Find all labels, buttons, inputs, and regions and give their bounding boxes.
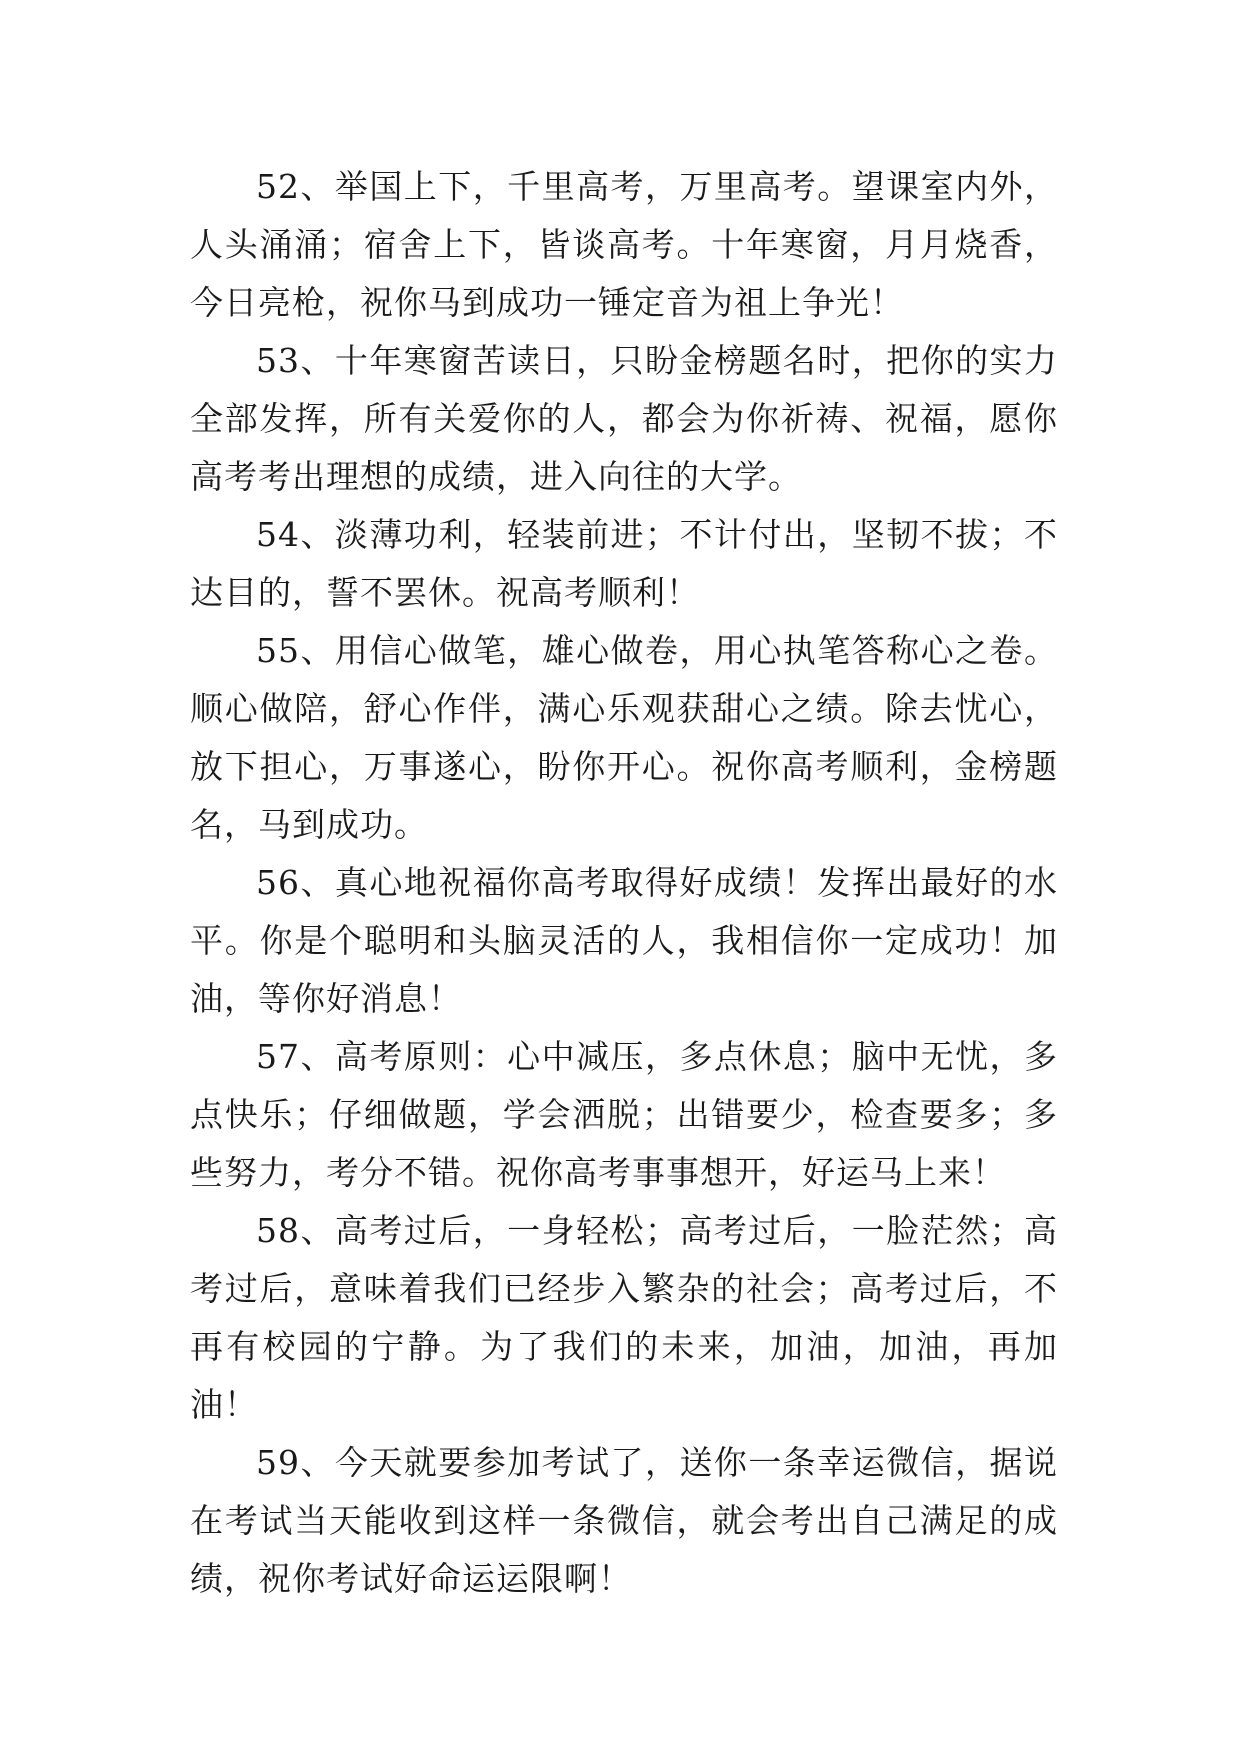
paragraph-57: 57、高考原则：心中减压，多点休息；脑中无忧，多点快乐；仔细做题，学会洒脱；出错要少，检查要多；多些努力，考分不错。祝你高考事事想开，好运马上来！ bbox=[190, 1037, 1058, 1192]
paragraph-56: 56、真心地祝福你高考取得好成绩！发挥出最好的水平。你是个聪明和头脑灵活的人，我相信你一定成功！加油，等你好消息！ bbox=[190, 863, 1058, 1018]
paragraph-53: 53、十年寒窗苦读日，只盼金榜题名时，把你的实力全部发挥，所有关爱你的人，都会为你祈祷、祝福，愿你高考考出理想的成绩，进入向往的大学。 bbox=[190, 341, 1058, 496]
paragraph-59: 59、今天就要参加考试了，送你一条幸运微信，据说在考试当天能收到这样一条微信，就会考出自己满足的成绩，祝你考试好命运运限啊！ bbox=[190, 1443, 1058, 1598]
paragraph-52: 52、举国上下，千里高考，万里高考。望课室内外，人头涌涌；宿舍上下，皆谈高考。十年寒窗，月月烧香，今日亮枪，祝你马到成功一锤定音为祖上争光！ bbox=[190, 167, 1058, 322]
paragraph-54: 54、淡薄功利，轻装前进；不计付出，坚韧不拔；不达目的，誓不罢休。祝高考顺利！ bbox=[190, 515, 1058, 612]
paragraph-55: 55、用信心做笔，雄心做卷，用心执笔答称心之卷。顺心做陪，舒心作伴，满心乐观获甜心之绩。除去忧心，放下担心，万事遂心，盼你开心。祝你高考顺利，金榜题名，马到成功。 bbox=[190, 631, 1058, 844]
paragraph-58: 58、高考过后，一身轻松；高考过后，一脸茫然；高考过后，意味着我们已经步入繁杂的社会；高考过后，不再有校园的宁静。为了我们的未来，加油，加油，再加油！ bbox=[190, 1211, 1058, 1424]
document-body bbox=[190, 158, 1058, 1608]
